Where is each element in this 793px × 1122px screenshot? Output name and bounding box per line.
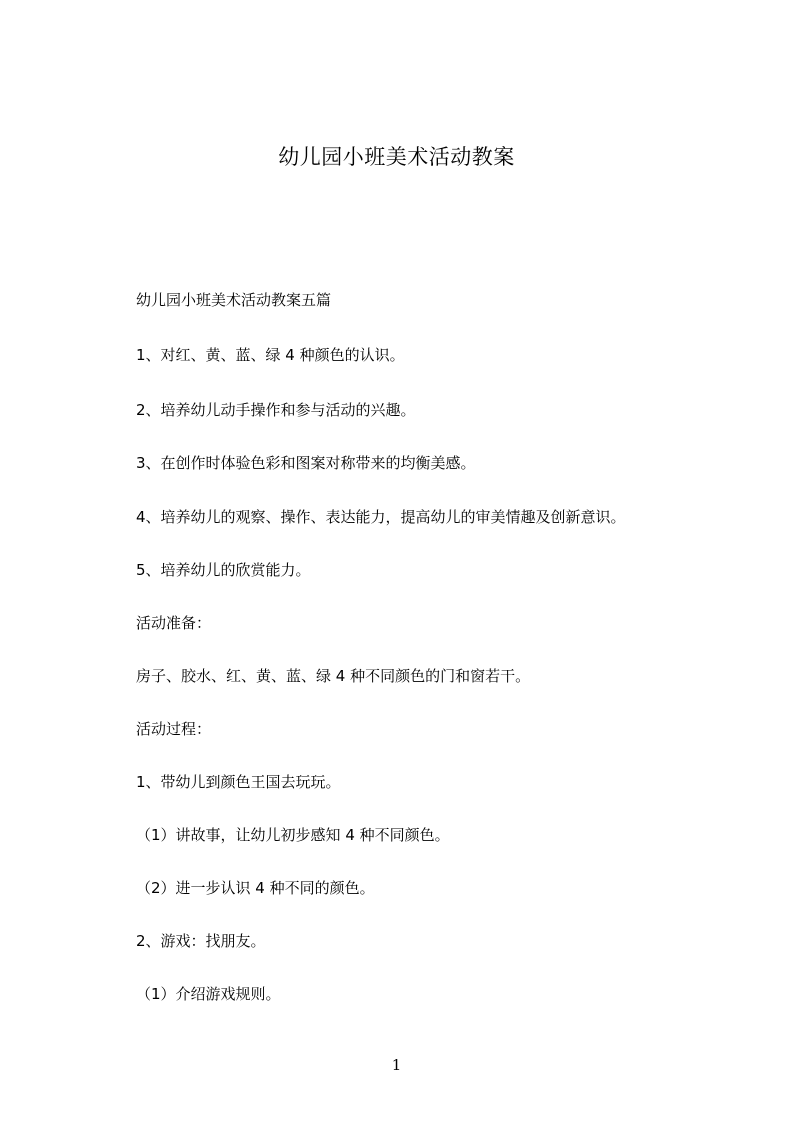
paragraph-goal-1: 1、对红、黄、蓝、绿 4 种颜色的认识。 <box>136 346 405 364</box>
paragraph-step-1-1: （1）讲故事，让幼儿初步感知 4 种不同颜色。 <box>136 826 450 844</box>
paragraph-materials: 房子、胶水、红、黄、蓝、绿 4 种不同颜色的门和窗若干。 <box>136 667 531 685</box>
paragraph-step-1: 1、带幼儿到颜色王国去玩玩。 <box>136 773 341 791</box>
paragraph-goal-5: 5、培养幼儿的欣赏能力。 <box>136 561 311 579</box>
paragraph-subtitle: 幼儿园小班美术活动教案五篇 <box>136 291 332 309</box>
heading-preparation: 活动准备： <box>136 614 212 632</box>
paragraph-step-1-2: （2）进一步认识 4 种不同的颜色。 <box>136 879 375 897</box>
document-title: 幼儿园小班美术活动教案 <box>278 145 515 169</box>
paragraph-goal-2: 2、培养幼儿动手操作和参与活动的兴趣。 <box>136 401 416 419</box>
paragraph-step-2-1: （1）介绍游戏规则。 <box>136 985 281 1003</box>
paragraph-goal-4: 4、培养幼儿的观察、操作、表达能力，提高幼儿的审美情趣及创新意识。 <box>136 508 626 526</box>
heading-process: 活动过程： <box>136 720 212 738</box>
paragraph-goal-3: 3、在创作时体验色彩和图案对称带来的均衡美感。 <box>136 454 476 472</box>
paragraph-step-2: 2、游戏：找朋友。 <box>136 932 266 950</box>
page-number: 1 <box>391 1056 402 1074</box>
